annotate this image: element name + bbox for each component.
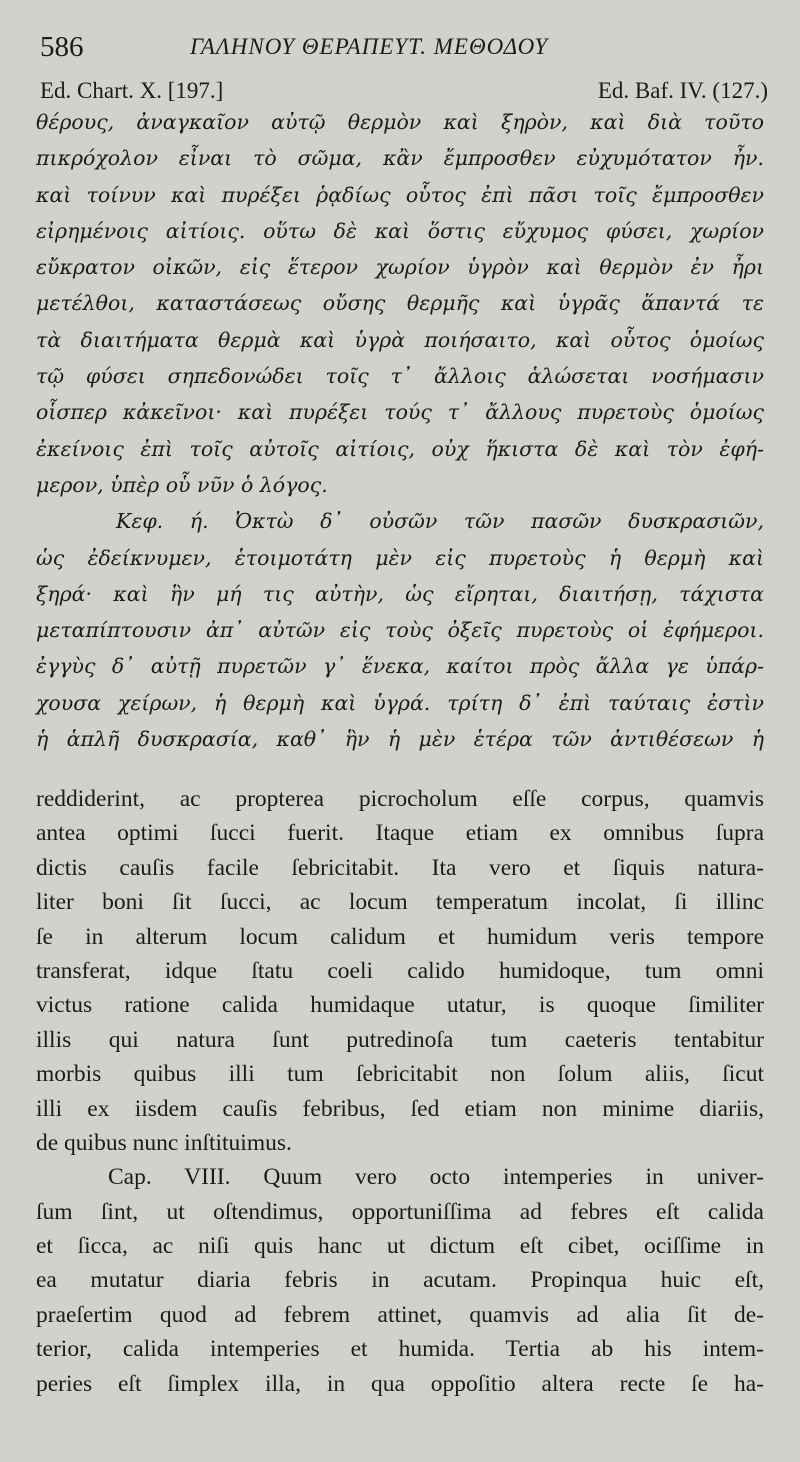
greek-line: εἰρημένοις αἰτίοις. οὕτω δὲ καὶ ὅστις εὔχυμος φύσει, χωρίον — [36, 218, 764, 243]
latin-line: praeſertim quod ad febrem attinet, quamvis ad alia ſit de- — [36, 1301, 764, 1328]
page-number: 586 — [40, 31, 84, 63]
latin-chapter-heading-line: Cap. VIII. Quum vero octo intemperies in univer- — [108, 1164, 764, 1191]
greek-line: μερον, ὑπὲρ οὗ νῦν ὁ λόγος. — [36, 472, 328, 497]
latin-line: morbis quibus illi tum ſebricitabit non ſolum aliis, ſicut — [36, 1061, 764, 1088]
edition-reference-line — [40, 76, 768, 106]
running-title: ΓΑΛΗΝΟΥ ΘΕΡΑΠΕΥΤ. ΜΕΘΟΔΟΥ — [190, 34, 549, 59]
latin-line: illi ex iisdem cauſis febribus, ſed etiam non minime diariis, — [36, 1095, 764, 1122]
latin-line: transferat, idque ſtatu coeli calido humidoque, tum omni — [36, 957, 764, 984]
edition-chartier-ref: Ed. Chart. X. [197.] — [40, 78, 224, 103]
latin-line: terior, calida intemperies et humida. Tertia ab his intem- — [36, 1336, 764, 1363]
greek-line: θέρους, ἀναγκαῖον αὐτῷ θερμὸν καὶ ξηρὸν, καὶ διὰ τοῦτο — [36, 110, 764, 134]
latin-line: ſe in alterum locum calidum et humidum veris tempore — [36, 923, 764, 950]
latin-text-block — [36, 782, 764, 1401]
latin-line: reddiderint, ac propterea picrocholum eſſe corpus, quamvis — [36, 786, 764, 812]
greek-line: ἡ ἁπλῆ δυσκρασία, καθ᾿ ἣν ἡ μὲν ἑτέρα τῶν ἀντιθέσεων ἡ — [36, 727, 764, 752]
greek-line: ὡς ἐδείκνυμεν, ἑτοιμοτάτη μὲν εἰς πυρετοὺς ἡ θερμὴ καὶ — [36, 545, 764, 570]
greek-line: καὶ τοίνυν καὶ πυρέξει ῥᾳδίως οὗτος ἐπὶ πᾶσι τοῖς ἔμπροσθεν — [36, 182, 764, 207]
latin-line: de quibus nunc inſtituimus. — [36, 1129, 292, 1156]
greek-line: ἐκείνοις ἐπὶ τοῖς αὐτοῖς αἰτίοις, οὐχ ἥκιστα δὲ καὶ τὸν ἐφή- — [36, 436, 764, 461]
greek-line: ξηρά· καὶ ἣν μή τις αὐτὴν, ὡς εἴρηται, διαιτήσῃ, τάχιστα — [36, 581, 764, 606]
greek-line: χουσα χείρων, ἡ θερμὴ καὶ ὑγρά. τρίτη δ᾿ ἐπὶ ταύταις ἐστὶν — [36, 690, 764, 715]
latin-line: ea mutatur diaria febris in acutam. Propinqua huic eſt, — [36, 1267, 764, 1294]
latin-line: et ſicca, ac niſi quis hanc ut dictum eſt cibet, ociſſime in — [36, 1233, 764, 1260]
latin-line: dictis cauſis facile ſebricitabit. Ita vero et ſiquis natura- — [36, 854, 764, 881]
greek-line: πικρόχολον εἶναι τὸ σῶμα, κἂν ἔμπροσθεν εὐχυμότατον ἦν. — [36, 146, 764, 171]
latin-line: peries eſt ſimplex illa, in qua oppoſitio altera recte ſe ha- — [36, 1370, 764, 1397]
greek-line: τῷ φύσει σηπεδονώδει τοῖς τ᾿ ἄλλοις ἁλώσεται νοσήμασιν — [36, 364, 764, 389]
edition-basel-ref: Ed. Baf. IV. (127.) — [597, 78, 768, 103]
running-head — [40, 30, 760, 64]
greek-line: μεταπίπτουσιν ἀπ᾿ αὐτῶν εἰς τοὺς ὀξεῖς πυρετοὺς οἱ ἐφήμεροι. — [36, 618, 764, 643]
latin-line: victus ratione calida humidaque utatur, is quoque ſimiliter — [36, 992, 764, 1019]
greek-chapter-heading-line: Κεφ. ή. Ὀκτὼ δ᾿ οὐσῶν τῶν πασῶν δυσκρασιῶν, — [116, 509, 764, 534]
greek-text-block — [36, 104, 764, 757]
latin-line: liter boni ſit ſucci, ac locum temperatum incolat, ſi illinc — [36, 889, 764, 916]
latin-line: illis qui natura ſunt putredinoſa tum caeteris tentabitur — [36, 1026, 764, 1053]
greek-line: τὰ διαιτήματα θερμὰ καὶ ὑγρὰ ποιήσαιτο, καὶ οὗτος ὁμοίως — [36, 327, 764, 352]
latin-line: ſum ſint, ut oſtendimus, opportuniſſima ad febres eſt calida — [36, 1198, 764, 1225]
greek-line: ἐγγὺς δ᾿ αὐτῇ πυρετῶν γ᾿ ἕνεκα, καίτοι πρὸς ἄλλα γε ὑπάρ- — [36, 654, 764, 679]
latin-line: antea optimi ſucci fuerit. Itaque etiam ex omnibus ſupra — [36, 820, 764, 847]
greek-line: εὔκρατον οἰκῶν, εἰς ἕτερον χωρίον ὑγρὸν καὶ θερμὸν ἐν ἦρι — [36, 255, 764, 280]
greek-line: οἷσπερ κἀκεῖνοι· καὶ πυρέξει τούς τ᾿ ἄλλους πυρετοὺς ὁμοίως — [36, 400, 764, 425]
greek-line: μετέλθοι, καταστάσεως οὔσης θερμῆς καὶ ὑγρᾶς ἅπαντά τε — [36, 291, 764, 316]
